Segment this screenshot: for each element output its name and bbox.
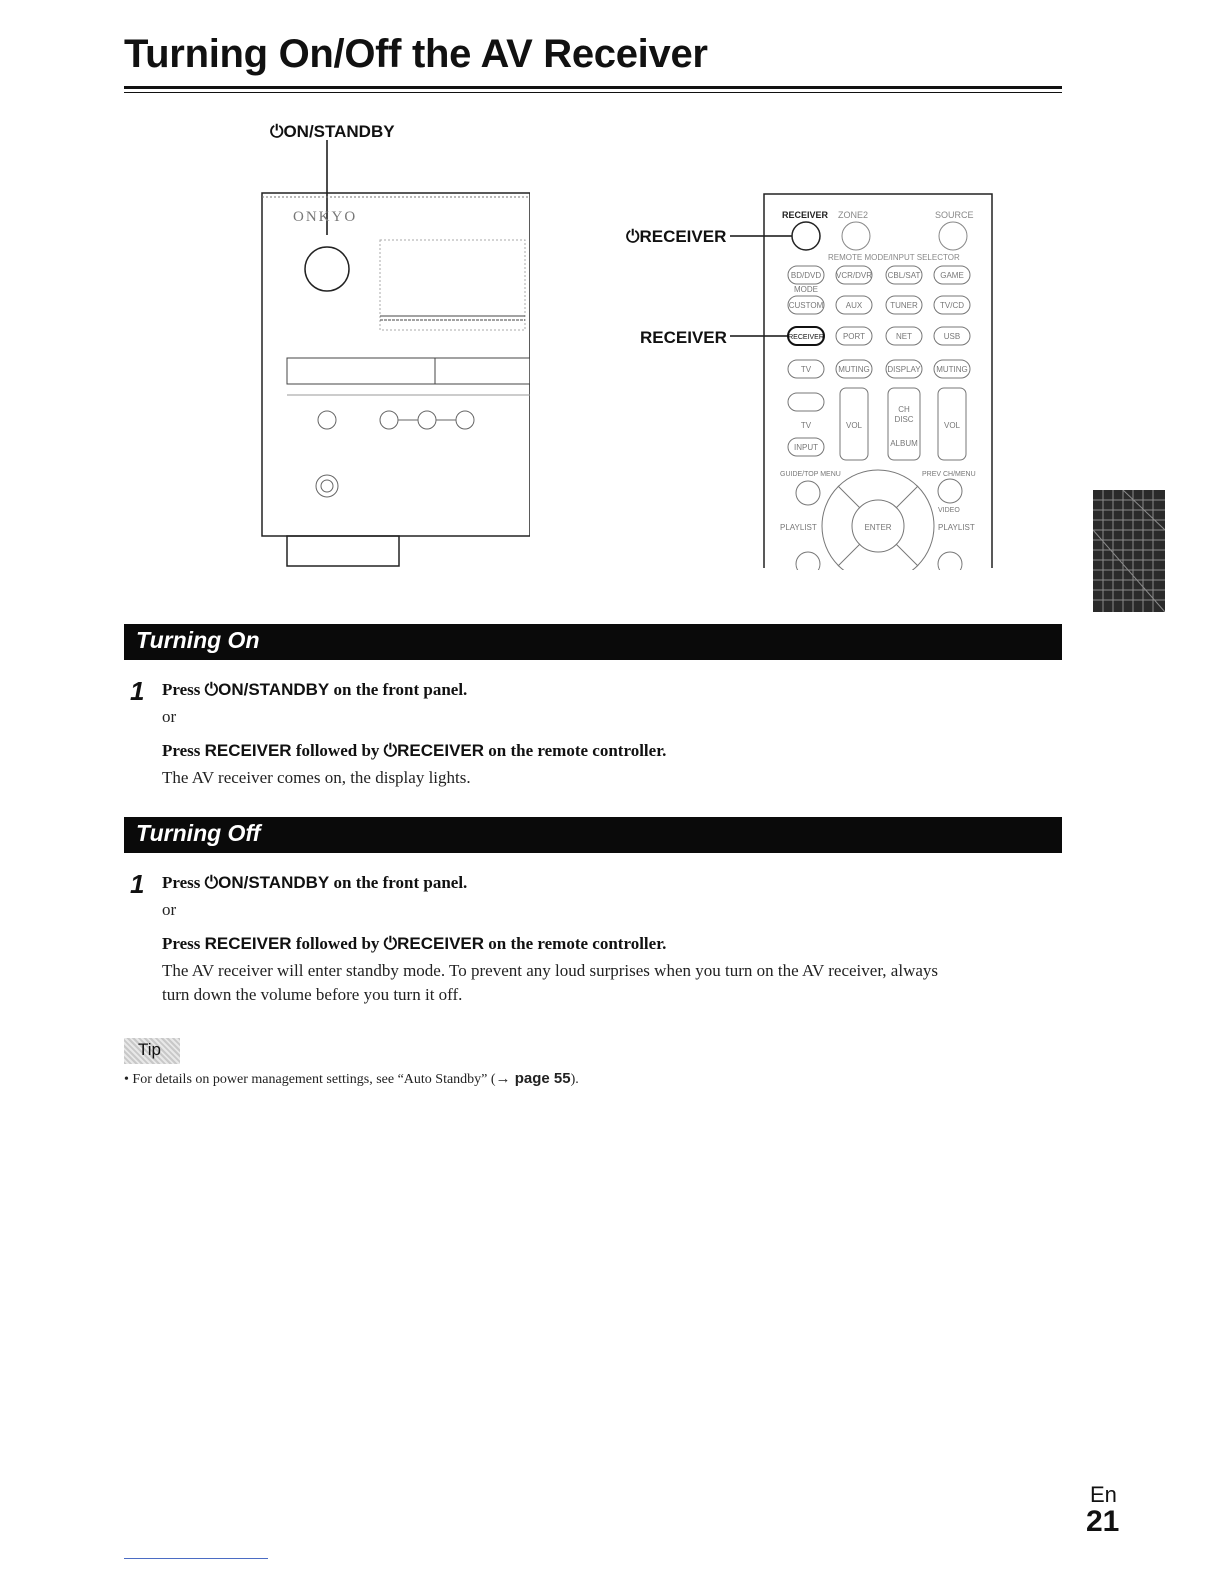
or-text: or — [162, 707, 177, 726]
remote-btn-muting: MUTING — [838, 365, 870, 374]
remote-disc-label: DISC — [894, 415, 914, 424]
remote-btn-bd-dvd: BD/DVD — [790, 271, 822, 280]
page-title: Turning On/Off the AV Receiver — [124, 32, 708, 76]
remote-power-callout: ⏻RECEIVER — [626, 227, 727, 246]
language-label: En — [1090, 1482, 1117, 1507]
remote-tv-label: TV — [800, 421, 812, 430]
text: on the front panel. — [329, 680, 468, 699]
remote-btn-vcr-dvr: VCR/DVR — [835, 271, 873, 280]
front-panel-illustration — [255, 140, 530, 572]
step-instruction — [162, 873, 467, 893]
section-title: Turning On — [136, 627, 260, 653]
bullet: • — [124, 1072, 129, 1087]
tip-text — [124, 1070, 579, 1088]
title-rule-thin — [124, 92, 1062, 93]
remote-ch-label: CH — [898, 405, 910, 414]
step-number: 1 — [130, 869, 145, 899]
section-header-turning-off — [124, 817, 1062, 853]
remote-vol-label-right: VOL — [943, 421, 961, 430]
key-name: ⏻ON/STANDBY — [204, 873, 330, 892]
remote-btn-custom: CUSTOM — [788, 301, 824, 310]
remote-guide-label: GUIDE/TOP MENU — [780, 471, 841, 478]
remote-btn-tuner: TUNER — [890, 301, 918, 310]
key-name: ⏻RECEIVER — [383, 934, 485, 953]
standby-power-button — [305, 247, 349, 291]
remote-btn-net: NET — [896, 332, 912, 341]
text: followed by — [291, 741, 384, 760]
text: followed by — [291, 934, 384, 953]
text: Press — [162, 680, 205, 699]
footer-rule — [124, 1558, 268, 1559]
remote-btn-muting-2: MUTING — [936, 365, 968, 374]
remote-input-label: INPUT — [794, 443, 818, 452]
step-instruction-alt — [162, 741, 666, 761]
key-name: RECEIVER — [204, 934, 292, 953]
remote-prev-label: PREV CH/MENU — [922, 471, 976, 478]
remote-video-label: VIDEO — [938, 507, 960, 514]
text: ). — [570, 1072, 579, 1087]
step-result-line-1: The AV receiver will enter standby mode. To prevent any loud surprises when you turn on the AV receiver, always — [162, 961, 939, 980]
remote-selector-caption: REMOTE MODE/INPUT SELECTOR — [828, 253, 960, 262]
step-instruction-alt — [162, 934, 666, 954]
title-rule — [124, 86, 1062, 89]
tip-label: Tip — [138, 1040, 161, 1059]
remote-mode-callout: RECEIVER — [640, 328, 727, 347]
text: For details on power management settings, see “Auto Standby” ( — [128, 1072, 496, 1087]
or-text: or — [162, 900, 177, 919]
text: on the remote controller. — [484, 741, 667, 760]
key-name: ⏻RECEIVER — [383, 741, 485, 760]
key-name: ⏻ON/STANDBY — [204, 680, 330, 699]
remote-vol-label-left: VOL — [845, 421, 863, 430]
remote-album-label: ALBUM — [890, 439, 918, 448]
remote-btn-port: PORT — [842, 332, 866, 341]
step-result-line-2: turn down the volume before you turn it off. — [162, 985, 463, 1004]
front-panel-callout: ⏻ON/STANDBY — [270, 122, 395, 141]
step-instruction — [162, 680, 467, 700]
step-result: The AV receiver comes on, the display lights. — [162, 768, 471, 787]
remote-receiver-power-button — [792, 222, 820, 250]
text: Press — [162, 934, 205, 953]
tip-badge — [124, 1038, 180, 1064]
remote-btn-tv-cd: TV/CD — [940, 301, 964, 310]
text: Press — [162, 741, 205, 760]
brand-logo: ONKYO — [293, 209, 358, 225]
remote-btn-display: DISPLAY — [887, 365, 921, 374]
step-number: 1 — [130, 676, 145, 706]
remote-playlist-left: PLAYLIST — [780, 523, 817, 532]
remote-btn-cbl-sat: CBL/SAT — [887, 271, 921, 280]
text: on the remote controller. — [484, 934, 667, 953]
page-number: 21 — [1086, 1505, 1120, 1538]
remote-btn-usb: USB — [943, 332, 961, 341]
remote-btn-aux: AUX — [845, 301, 863, 310]
remote-mode-caption: MODE — [794, 285, 818, 294]
remote-btn-game: GAME — [940, 271, 964, 280]
remote-zone2-label: ZONE2 — [838, 210, 869, 220]
remote-btn-receiver: RECEIVER — [788, 334, 824, 341]
section-title: Turning Off — [136, 820, 261, 846]
section-tab-marker — [1093, 490, 1165, 612]
key-name: RECEIVER — [204, 741, 292, 760]
page-reference-link[interactable]: page 55 — [510, 1070, 571, 1087]
text: on the front panel. — [329, 873, 468, 892]
remote-playlist-right: PLAYLIST — [938, 523, 975, 532]
remote-btn-tv: TV — [800, 365, 812, 374]
section-header-turning-on — [124, 624, 1062, 660]
remote-receiver-label: RECEIVER — [782, 210, 829, 220]
remote-enter-label: ENTER — [864, 523, 892, 532]
arrow-icon: → — [495, 1070, 511, 1087]
remote-source-label: SOURCE — [935, 210, 974, 220]
remote-controller-illustration — [730, 188, 998, 570]
text: Press — [162, 873, 205, 892]
